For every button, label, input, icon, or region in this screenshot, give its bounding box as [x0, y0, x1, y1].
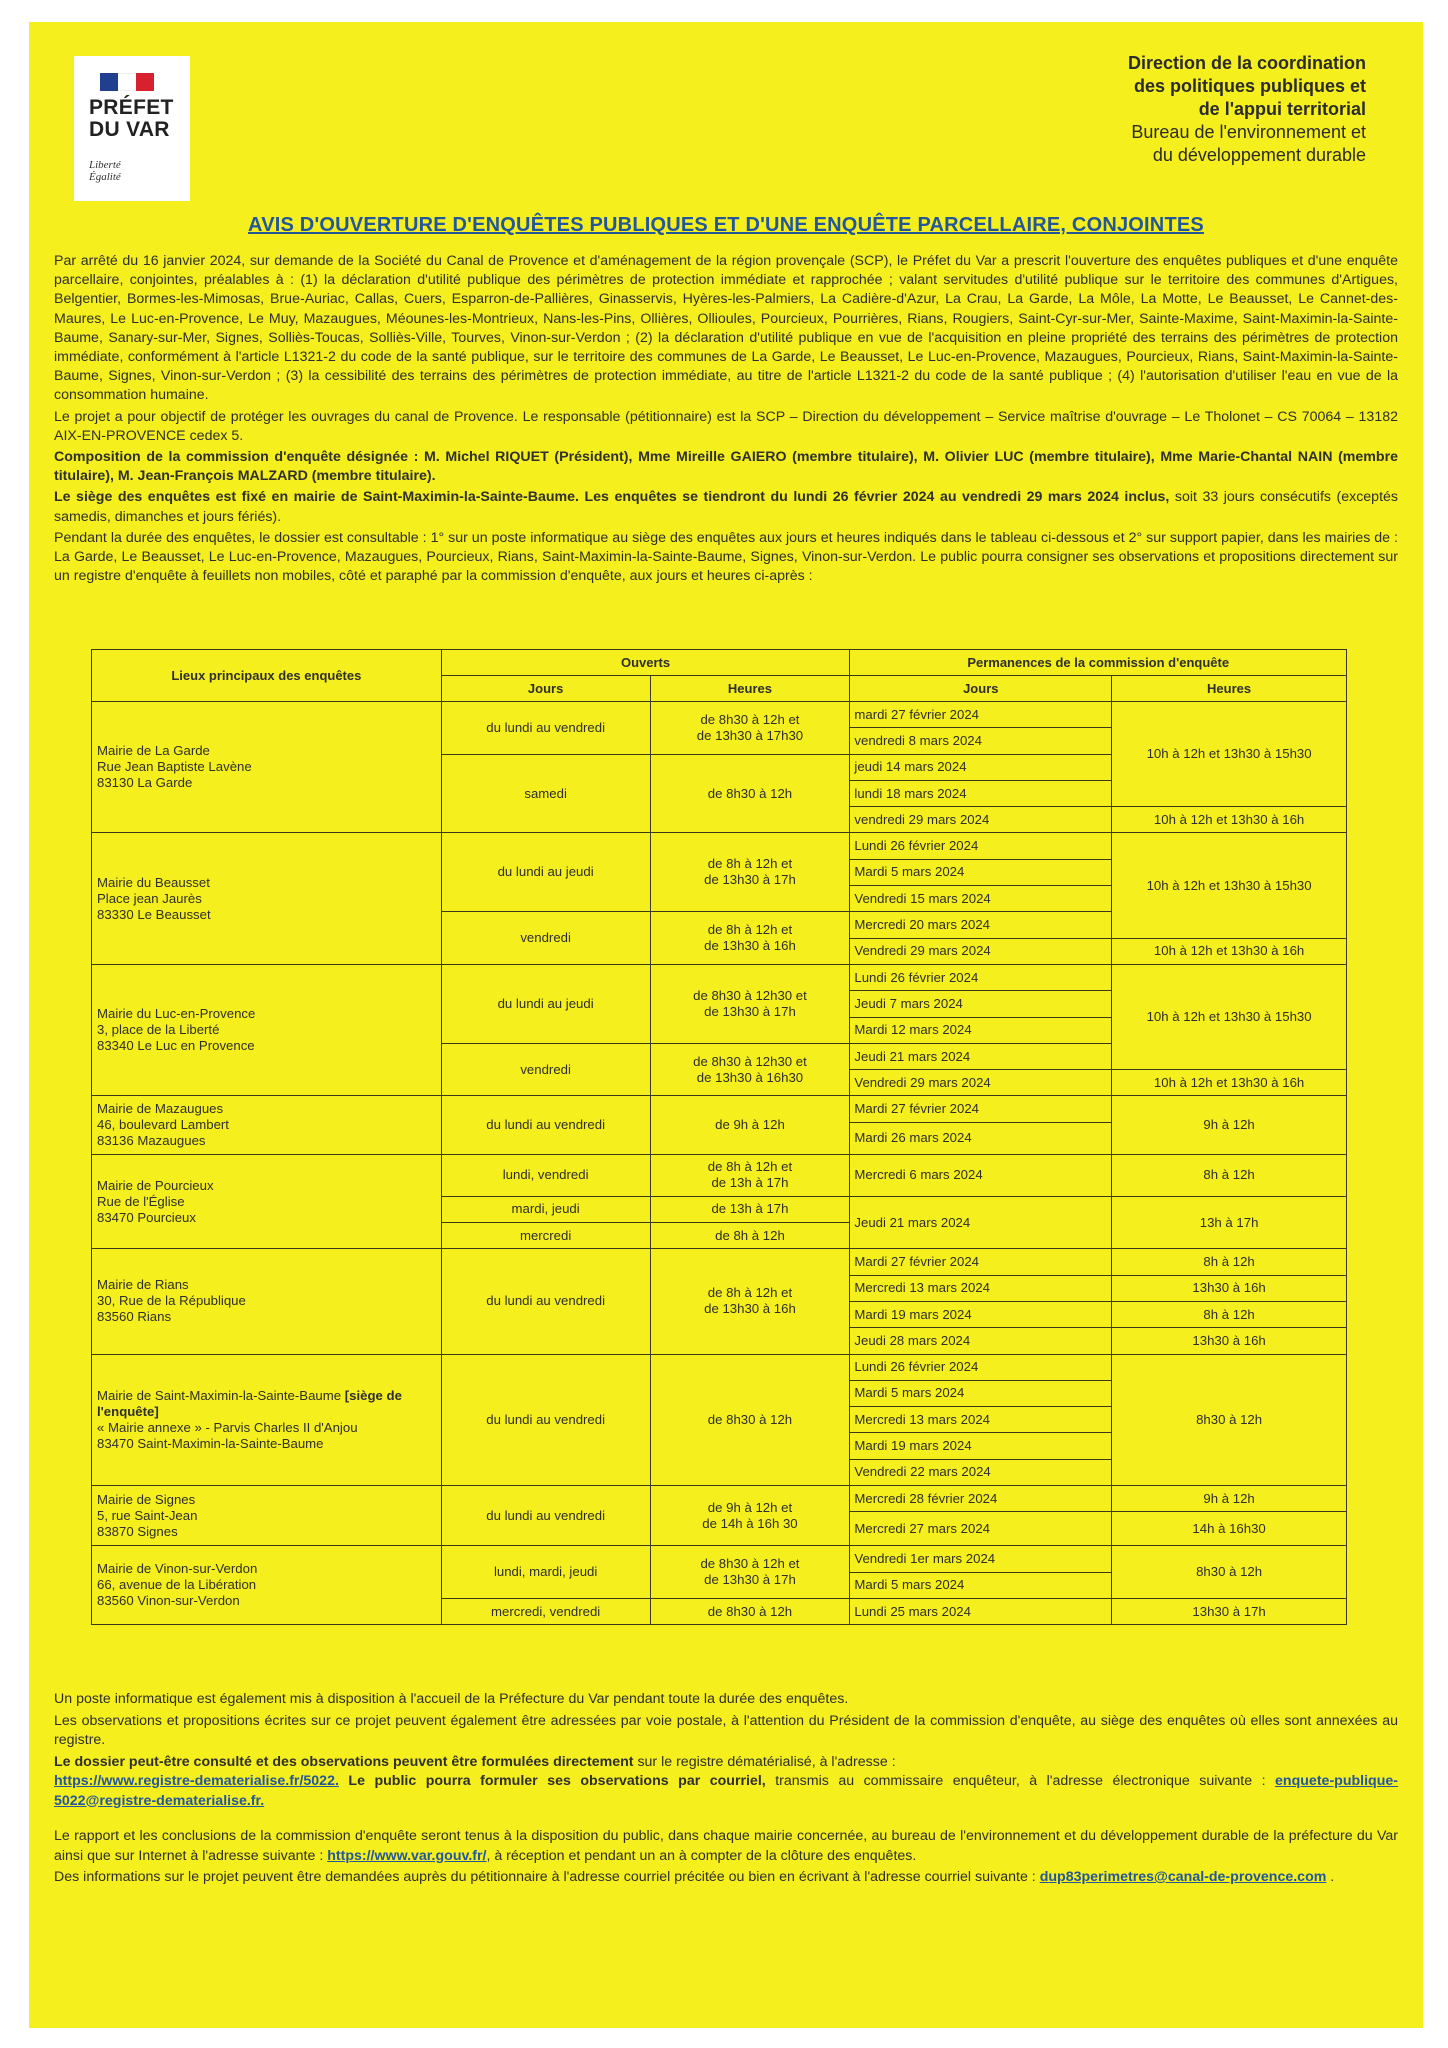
table-row: Jeudi 28 mars 2024 13h30 à 16h	[92, 1328, 1347, 1354]
header-lieux: Lieux principaux des enquêtes	[92, 650, 442, 702]
place-le-beausset: Mairie du Beausset Place jean Jaurès 83330 Le Beausset	[92, 833, 442, 964]
place-rians: Mairie de Rians 30, Rue de la République 83560 Rians	[92, 1249, 442, 1354]
table-row: vendredi 8 mars 2024	[92, 728, 1347, 754]
footer-rapport: Le rapport et les conclusions de la commission d'enquête seront tenus à la disposition du public, dans chaque mairie concernée, au bureau de l'environnement et du développement durable de la préfecture du Var ainsi que sur Internet à l'adresse suivante : https://www.var.gouv.fr/, à réception et pendant un an à compter de la clôture des enquêtes.	[54, 1828, 1398, 1864]
table-row: Mairie de La Garde Rue Jean Baptiste Lavène 83130 La Garde du lundi au vendredi de 8h30 à 12h et de 13h30 à 17h30 mardi 27 février 2024 10h à 12h et 13h30 à 15h30	[92, 702, 1347, 728]
table-row: Mardi 12 mars 2024	[92, 1017, 1347, 1043]
table-row: Mardi 5 mars 2024	[92, 1380, 1347, 1406]
place-vinon: Mairie de Vinon-sur-Verdon 66, avenue de la Libération 83560 Vinon-sur-Verdon	[92, 1546, 442, 1625]
table-row: Mercredi 27 mars 2024 14h à 16h30	[92, 1512, 1347, 1546]
table-row: Mercredi 13 mars 2024 13h30 à 16h	[92, 1275, 1347, 1301]
footer-poste: Un poste informatique est également mis à disposition à l'accueil de la Préfecture du Var pendant toute la durée des enquêtes.	[54, 1691, 849, 1707]
paragraph-arrete: Par arrêté du 16 janvier 2024, sur demande de la Société du Canal de Provence et d'aménagement de la région provençale (SCP), le Préfet du Var a prescrit l'ouverture des enquêtes publiques et d'une enquête parcellaire, conjointes, préalables à : (1) la déclaration d'utilité publique des périmètres de protection immédiate et rapprochée ; valant servitudes d'utilité publique sur le territoire des communes d'Artigues, Belgentier, Bormes-les-Mimosas, Brue-Auriac, Callas, Cuers, Esparron-de-Pallières, Ginasservis, Hyères-les-Palmiers, La Cadière-d'Azur, La Crau, La Garde, La Môle, La Motte, Le Beausset, Le Cannet-des-Maures, Le Luc-en-Provence, Le Muy, Mazaugues, Méounes-les-Montrieux, Nans-les-Pins, Ollières, Ollioules, Pourcieux, Pourrières, Rians, Rougiers, Saint-Cyr-sur-Mer, Sainte-Maxime, Saint-Maximin-la-Sainte-Baume, Sanary-sur-Mer, Signes, Solliès-Toucas, Solliès-Ville, Tourves, Vinon-sur-Verdon ; (2) la déclaration d'utilité publique en vue de l'acquisition en pleine propriété des terrains des périmètres de protection immédiate, conformément à l'article L1321-2 du code de la santé publique, sur le territoire des communes de La Garde, Le Beausset, Le Luc-en-Provence, Mazaugues, Pourcieux, Rians, Saint-Maximin-la-Sainte-Baume, Signes, Vinon-sur-Verdon ; (3) la cessibilité des terrains des périmètres de protection immédiate, au titre de l'article L1321-2 du code de la santé publique ; (4) l'autorisation d'utiliser l'eau en vue de la consommation humaine.	[54, 253, 1398, 404]
table-row: Mairie du Luc-en-Provence 3, place de la Liberté 83340 Le Luc en Provence du lundi au jeudi de 8h30 à 12h30 et de 13h30 à 17h Lundi 26 février 2024 10h à 12h et 13h30 à 15h30	[92, 964, 1347, 990]
direction-line1: Direction de la coordination	[1127, 53, 1366, 73]
place-la-garde: Mairie de La Garde Rue Jean Baptiste Lavène 83130 La Garde	[92, 702, 442, 833]
canal-email-link[interactable]: dup83perimetres@canal-de-provence.com	[1039, 1869, 1327, 1885]
table-row: vendredi de 8h à 12h et de 13h30 à 16h Mercredi 20 mars 2024	[92, 912, 1347, 938]
logo-motto1: Liberté	[89, 159, 121, 171]
logo-line2: DU VAR	[89, 118, 170, 141]
table-row: Mairie de Saint-Maximin-la-Sainte-Baume [siège de l'enquête] « Mairie annexe » - Parvis Charles II d'Anjou 83470 Saint-Maximin-la-Sainte-Baume du lundi au vendredi de 8h30 à 12h Lundi 26 février 2024 8h30 à 12h	[92, 1354, 1347, 1380]
notice-footer	[54, 1690, 1398, 1890]
header-jours-permanence: Jours	[850, 676, 1112, 702]
table-row: Mairie de Pourcieux Rue de l'Église 83470 Pourcieux lundi, vendredi de 8h à 12h et de 13h à 17h Mercredi 6 mars 2024 8h à 12h	[92, 1154, 1347, 1196]
schedule-table	[91, 649, 1347, 1625]
footer-postal: Les observations et propositions écrites sur ce projet peuvent également être adressées par voie postale, à l'attention du Président de la commission d'enquête, au siège des enquêtes où elles sont annexées au registre.	[54, 1712, 1398, 1748]
table-row: samedi de 8h30 à 12h jeudi 14 mars 2024	[92, 754, 1347, 780]
direction-header	[1128, 52, 1366, 167]
notice-page	[29, 22, 1423, 2028]
table-row: mercredi, vendredi de 8h30 à 12h Lundi 25 mars 2024 13h30 à 17h	[92, 1598, 1347, 1624]
table-row: Mardi 26 mars 2024	[92, 1122, 1347, 1154]
prefet-logo	[74, 56, 190, 201]
place-signes: Mairie de Signes 5, rue Saint-Jean 83870 Signes	[92, 1486, 442, 1546]
header-ouverts: Ouverts	[441, 650, 850, 676]
header-permanences: Permanences de la commission d'enquête	[850, 650, 1347, 676]
table-row: Vendredi 29 mars 2024 10h à 12h et 13h30 à 16h	[92, 938, 1347, 964]
header-heures-permanence: Heures	[1112, 676, 1347, 702]
direction-line2: des politiques publiques et	[1133, 76, 1366, 96]
notice-body	[54, 252, 1398, 588]
table-row: Mairie de Vinon-sur-Verdon 66, avenue de la Libération 83560 Vinon-sur-Verdon lundi, mardi, jeudi de 8h30 à 12h et de 13h30 à 17h Vendredi 1er mars 2024 8h30 à 12h	[92, 1546, 1347, 1572]
table-row: Vendredi 15 mars 2024	[92, 886, 1347, 912]
table-row: lundi 18 mars 2024	[92, 780, 1347, 806]
paragraph-commission: Composition de la commission d'enquête désignée : M. Michel RIQUET (Président), Mme Mireille GAIERO (membre titulaire), M. Olivier LUC (membre titulaire), Mme Marie-Chantal NAIN (membre titulaire), M. Jean-François MALZARD (membre titulaire).	[54, 449, 1398, 485]
direction-line4: Bureau de l'environnement et	[1131, 122, 1366, 142]
direction-line5: du développement durable	[1152, 145, 1366, 165]
logo-motto2: Égalité	[89, 171, 121, 183]
header-jours: Jours	[441, 676, 650, 702]
notice-title: AVIS D'OUVERTURE D'ENQUÊTES PUBLIQUES ET D'UNE ENQUÊTE PARCELLAIRE, CONJOINTES	[248, 214, 1204, 236]
table-row: Mercredi 13 mars 2024	[92, 1407, 1347, 1433]
paragraph-projet: Le projet a pour objectif de protéger les ouvrages du canal de Provence. Le responsable (pétitionnaire) est la SCP – Direction du développement – Service maîtrise d'ouvrage – Le Tholonet – CS 70064 – 13182 AIX-EN-PROVENCE cedex 5.	[54, 408, 1398, 444]
footer-informations: Des informations sur le projet peuvent être demandées auprès du pétitionnaire à l'adresse courriel précitée ou bien en écrivant à l'adresse courriel suivante : dup83perimetres@canal-de-provence.com .	[54, 1869, 1335, 1885]
table-row: Mairie du Beausset Place jean Jaurès 83330 Le Beausset du lundi au jeudi de 8h à 12h et de 13h30 à 17h Lundi 26 février 2024 10h à 12h et 13h30 à 15h30	[92, 833, 1347, 859]
table-row: Mardi 5 mars 2024	[92, 859, 1347, 885]
table-row: Vendredi 29 mars 2024 10h à 12h et 13h30 à 16h	[92, 1070, 1347, 1096]
logo-line1: PRÉFET	[89, 96, 174, 119]
place-mazaugues: Mairie de Mazaugues 46, boulevard Lambert 83136 Mazaugues	[92, 1096, 442, 1154]
place-pourcieux: Mairie de Pourcieux Rue de l'Église 83470 Pourcieux	[92, 1154, 442, 1249]
paragraph-consultation: Pendant la durée des enquêtes, le dossier est consultable : 1° sur un poste informatique au siège des enquêtes aux jours et heures indiqués dans le tableau ci-dessous et 2° sur support papier, dans les mairies de : La Garde, Le Beausset, Le Luc-en-Provence, Mazaugues, Pourcieux, Rians, Saint-Maximin-la-Sainte-Baume, Signes, Vinon-sur-Verdon. Le public pourra consigner ses observations et propositions directement sur un registre d'enquête à feuillets non mobiles, côté et paraphé par la commission d'enquête, aux jours et heures ci-après :	[54, 529, 1398, 585]
table-row: mardi, jeudi de 13h à 17h Jeudi 21 mars 2024 13h à 17h	[92, 1196, 1347, 1222]
paragraph-siege: Le siège des enquêtes est fixé en mairie de Saint-Maximin-la-Sainte-Baume. Les enquêtes se tiendront du lundi 26 février 2024 au vendredi 29 mars 2024 inclus, soit 33 jours consécutifs (exceptés samedis, dimanches et jours fériés).	[54, 489, 1398, 525]
footer-registre: Le dossier peut-être consulté et des observations peuvent être formulées directement sur le registre dématérialisé, à l'adresse : https://www.registre-dematerialise.fr/5022. Le public pourra formuler ses observations par courriel, transmis au commissaire enquêteur, à l'adresse électronique suivante : enquete-publique-5022@registre-dematerialise.fr.	[54, 1753, 1398, 1809]
marianne-flag-icon	[100, 73, 154, 91]
place-saint-maximin: Mairie de Saint-Maximin-la-Sainte-Baume [siège de l'enquête] « Mairie annexe » - Parvis Charles II d'Anjou 83470 Saint-Maximin-la-Sainte-Baume	[92, 1354, 442, 1485]
direction-line3: de l'appui territorial	[1198, 99, 1366, 119]
var-gouv-link[interactable]: https://www.var.gouv.fr/	[327, 1847, 487, 1864]
table-row: Mardi 19 mars 2024 8h à 12h	[92, 1301, 1347, 1327]
table-row: Mardi 19 mars 2024	[92, 1433, 1347, 1459]
table-row: vendredi 29 mars 2024 10h à 12h et 13h30 à 16h	[92, 807, 1347, 833]
table-row: Mairie de Mazaugues 46, boulevard Lambert 83136 Mazaugues du lundi au vendredi de 9h à 12h Mardi 27 février 2024 9h à 12h	[92, 1096, 1347, 1122]
table-row: Mardi 5 mars 2024	[92, 1572, 1347, 1598]
table-row: Jeudi 7 mars 2024	[92, 991, 1347, 1017]
table-row: vendredi de 8h30 à 12h30 et de 13h30 à 16h30 Jeudi 21 mars 2024	[92, 1043, 1347, 1069]
table-row: mercredi de 8h à 12h	[92, 1223, 1347, 1249]
table-row: Mairie de Rians 30, Rue de la République 83560 Rians du lundi au vendredi de 8h à 12h et de 13h30 à 16h Mardi 27 février 2024 8h à 12h	[92, 1249, 1347, 1275]
registre-link[interactable]: https://www.registre-dematerialise.fr/5022.	[54, 1773, 339, 1789]
place-le-luc: Mairie du Luc-en-Provence 3, place de la Liberté 83340 Le Luc en Provence	[92, 964, 442, 1095]
table-row: Vendredi 22 mars 2024	[92, 1459, 1347, 1485]
registre-email-link[interactable]: enquete-publique-5022@registre-dematerialise.fr.	[54, 1773, 1398, 1809]
header-heures: Heures	[650, 676, 850, 702]
table-row: Mairie de Signes 5, rue Saint-Jean 83870 Signes du lundi au vendredi de 9h à 12h et de 14h à 16h 30 Mercredi 28 février 2024 9h à 12h	[92, 1486, 1347, 1512]
